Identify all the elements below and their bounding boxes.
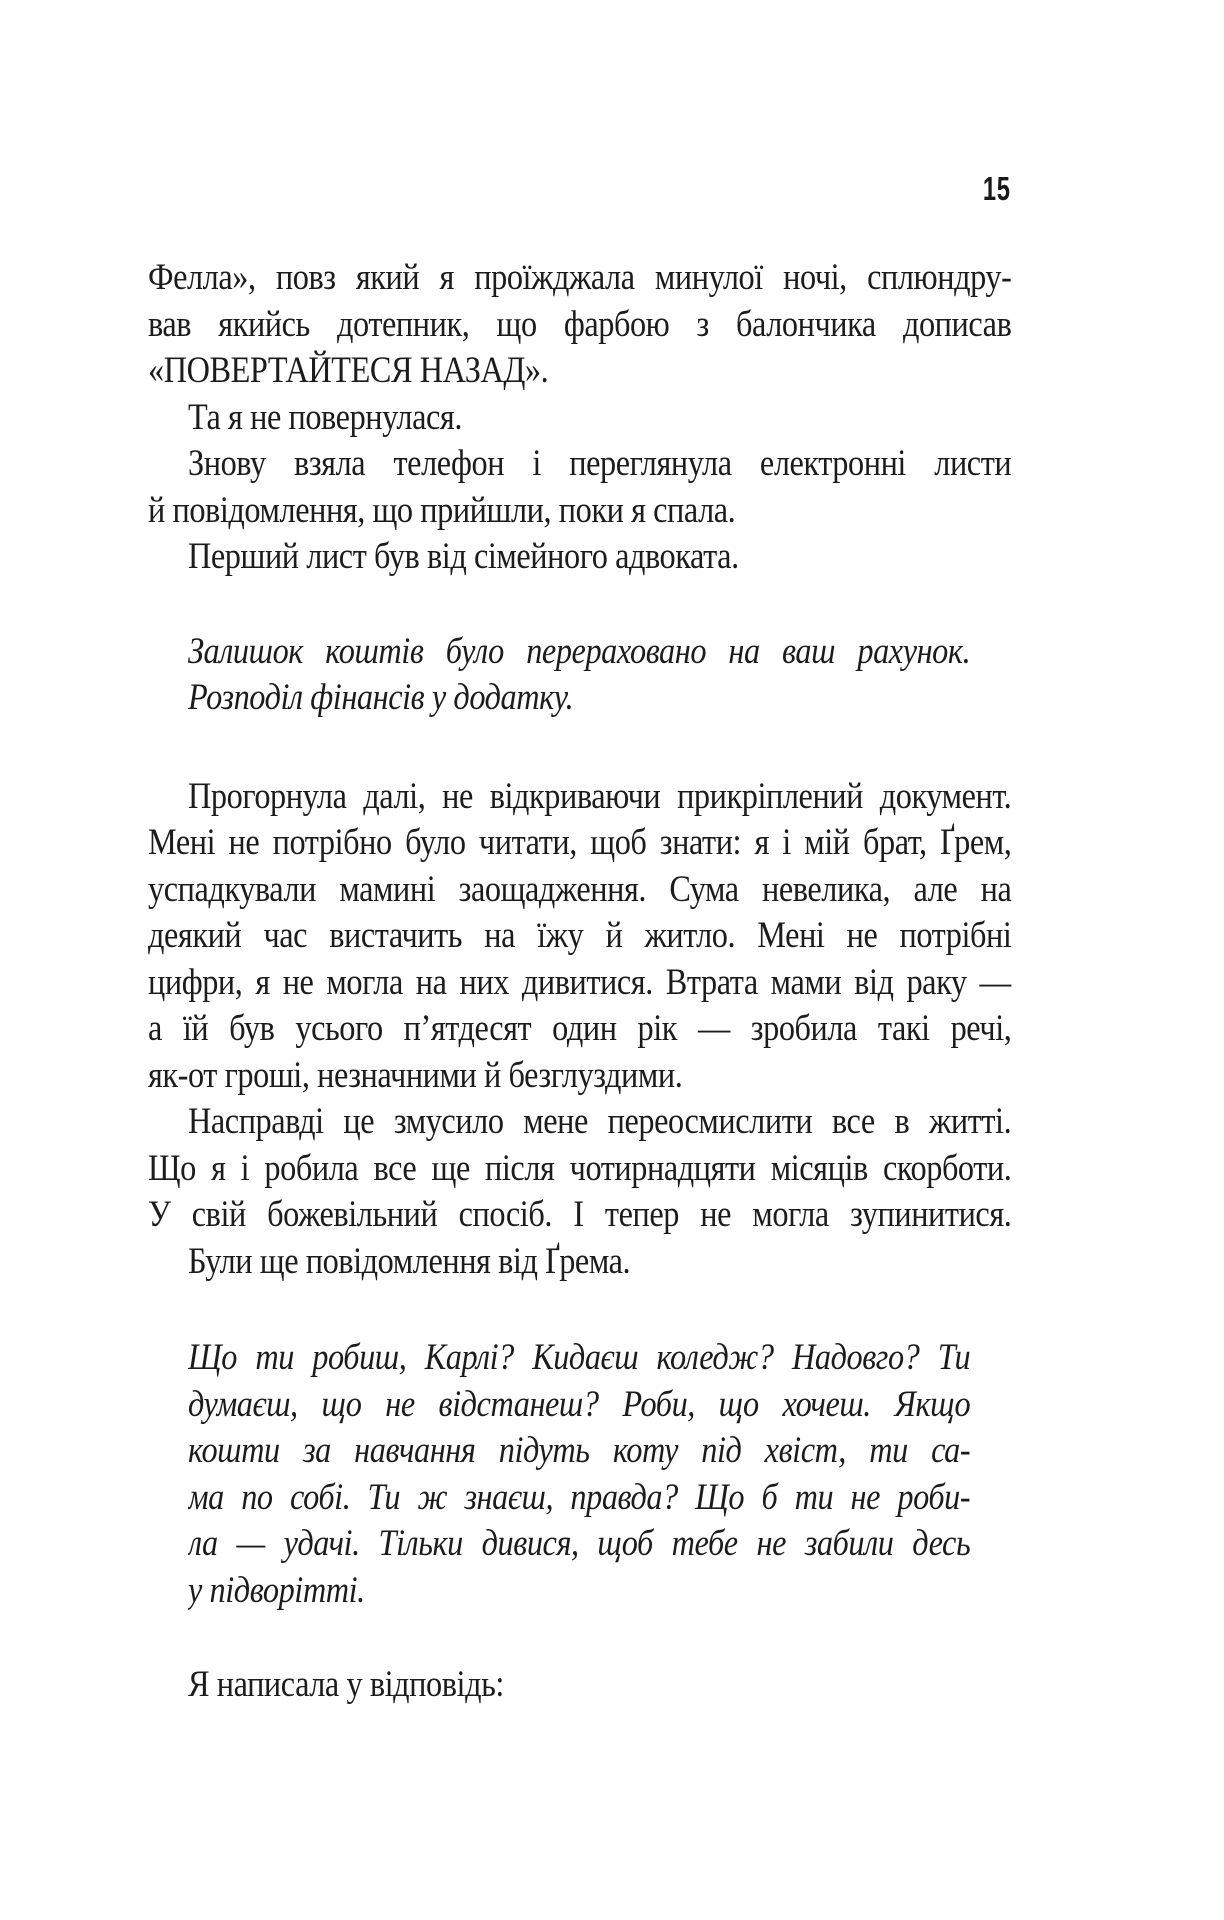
text-line: Знову взяла телефон і переглянула електронні листи — [188, 443, 1012, 484]
text-line: «ПОВЕРТАЙТЕСЯ НАЗАД». — [148, 350, 549, 391]
letter-quote-lawyer — [148, 629, 1168, 722]
text-line: Що я і робила все ще після чотирнадцяти місяців скорботи. — [148, 1147, 1012, 1189]
text-line: ла — удачі. Тільки дивися, щоб тебе не забили десь — [188, 1523, 971, 1564]
text-line: деякий час вистачить на їжу й житло. Мені не потрібні — [148, 915, 1012, 956]
text-line: кошти за навчання підуть коту під хвіст, ти са- — [188, 1430, 971, 1471]
text-line: як-от гроші, незначними й безглуздими. — [148, 1054, 683, 1096]
paragraph-continued — [148, 255, 1168, 395]
text-line: Насправді це змусило мене переосмислити все в житті. — [188, 1101, 1012, 1142]
text-line: Перший лист був від сімейного адвоката. — [188, 536, 739, 577]
paragraph — [148, 441, 1168, 534]
text-line: а їй був усього п’ятдесят один рік — зробила такі речі, — [148, 1008, 1012, 1049]
text-line: цифри, я не могла на них дивитися. Втрата мами від раку — — [148, 961, 1012, 1003]
page-number: 15 — [983, 170, 1011, 207]
text-line: ма по собі. Ти ж знаєш, правда? Що б ти не роби- — [188, 1476, 971, 1518]
text-line: Та я не повернулася. — [188, 396, 462, 438]
text-line: Прогорнула далі, не відкриваючи прикріплений документ. — [188, 775, 1012, 817]
paragraph — [148, 1099, 1168, 1239]
text-line: Розподіл фінансів у додатку. — [188, 677, 574, 718]
text-line: думаєш, що не відстанеш? Роби, що хочеш. Якщо — [188, 1383, 971, 1425]
text-line: У свій божевільний спосіб. І тепер не могла зупинитися. — [148, 1194, 1012, 1235]
text-line: у підворітті. — [188, 1569, 365, 1611]
text-line: й повідомлення, що прийшли, поки я спала. — [148, 489, 736, 531]
text-block — [148, 255, 1168, 1709]
paragraph — [148, 534, 1168, 581]
text-line: Мені не потрібно було читати, щоб знати: я і мій брат, Ґрем, — [148, 822, 1012, 863]
text-line: Фелла», повз який я проїжджала минулої ночі, сплюндру- — [148, 257, 1012, 298]
paragraph — [148, 1239, 1168, 1286]
text-line: вав якийсь дотепник, що фарбою з балончика дописав — [148, 303, 1012, 345]
text-line: Я написала у відповідь: — [188, 1664, 504, 1705]
text-line: Були ще повідомлення від Ґрема. — [188, 1240, 631, 1282]
text-line: Що ти робиш, Карлі? Кидаєш коледж? Надовго? Ти — [188, 1337, 971, 1378]
paragraph — [148, 1662, 1168, 1709]
text-line: успадкували мамині заощадження. Сума невелика, але на — [148, 868, 1012, 910]
text-line: Залишок коштів було перераховано на ваш рахунок. — [188, 630, 971, 672]
paragraph — [148, 395, 1168, 442]
letter-quote-graham — [148, 1335, 1168, 1614]
paragraph — [148, 774, 1168, 1100]
